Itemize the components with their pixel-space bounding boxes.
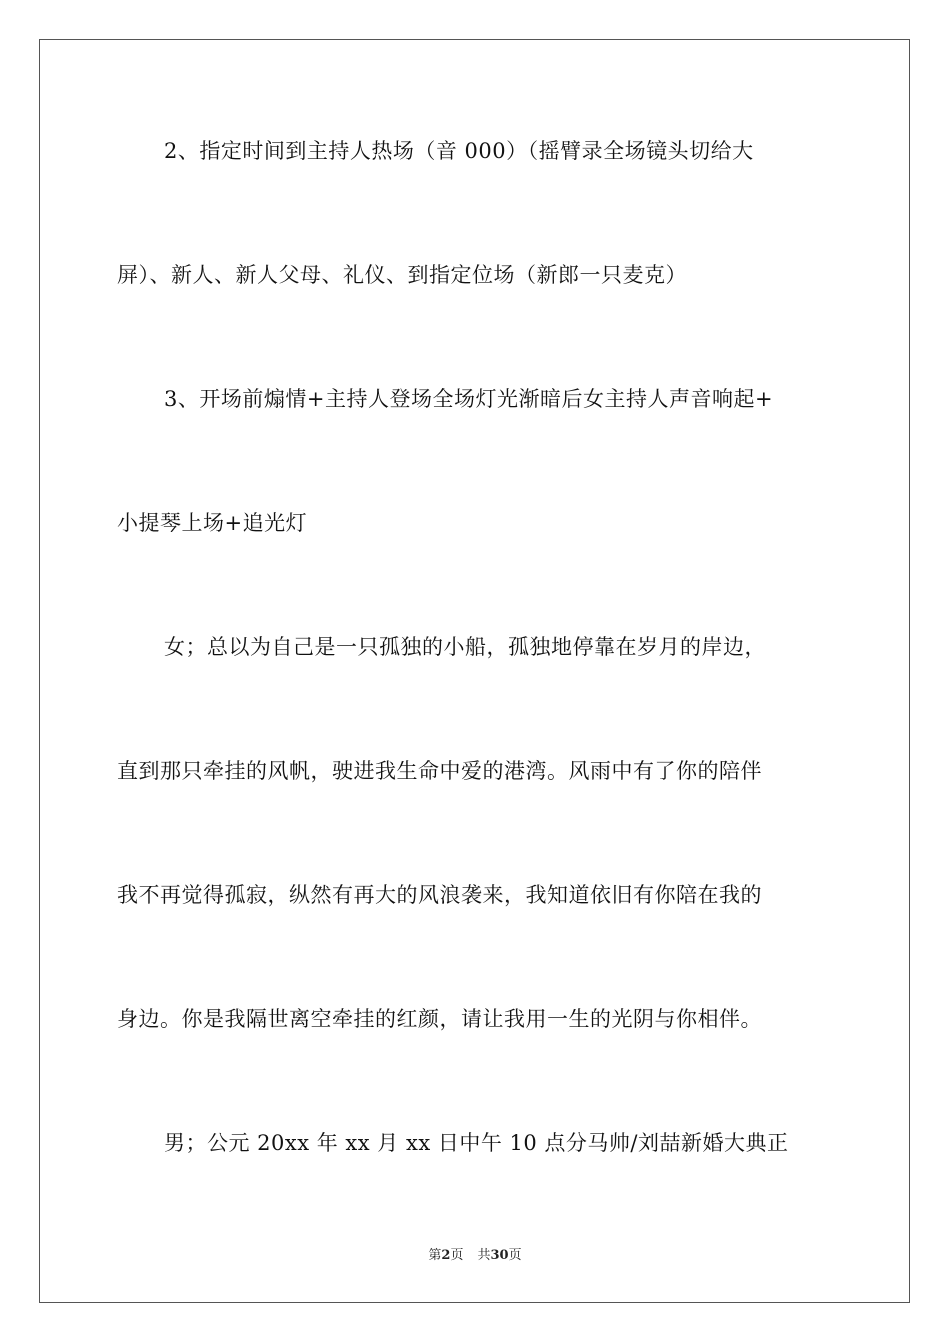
paragraph-line-8: 身边。你是我隔世离空牵挂的红颜，请让我用一生的光阴与你相伴。 [117, 1007, 762, 1031]
page-border [39, 39, 910, 1303]
page-footer [0, 1247, 950, 1265]
page-prefix: 第 [428, 1248, 442, 1263]
paragraph-line-3: 3、开场前煽情+主持人登场全场灯光渐暗后女主持人声音响起+ [164, 387, 774, 411]
page-number: 2 [441, 1248, 451, 1263]
total-suffix: 页 [508, 1248, 522, 1263]
paragraph-line-4: 小提琴上场+追光灯 [117, 511, 308, 535]
total-pages: 30 [490, 1248, 509, 1263]
page-suffix: 页 [450, 1248, 464, 1263]
paragraph-line-2: 屏）、新人、新人父母、礼仪、到指定位场（新郎一只麦克） [117, 263, 687, 287]
paragraph-line-5: 女；总以为自己是一只孤独的小船，孤独地停靠在岁月的岸边， [164, 635, 766, 659]
total-prefix: 共 [477, 1248, 491, 1263]
paragraph-line-9: 男；公元 20xx 年 xx 月 xx 日中午 10 点分马帅/刘喆新婚大典正 [164, 1131, 789, 1155]
paragraph-line-7: 我不再觉得孤寂，纵然有再大的风浪袭来，我知道依旧有你陪在我的 [117, 883, 762, 907]
paragraph-line-1: 2、指定时间到主持人热场（音 000）（摇臂录全场镜头切给大 [164, 139, 754, 163]
paragraph-line-6: 直到那只牵挂的风帆，驶进我生命中爱的港湾。风雨中有了你的陪伴 [117, 759, 762, 783]
